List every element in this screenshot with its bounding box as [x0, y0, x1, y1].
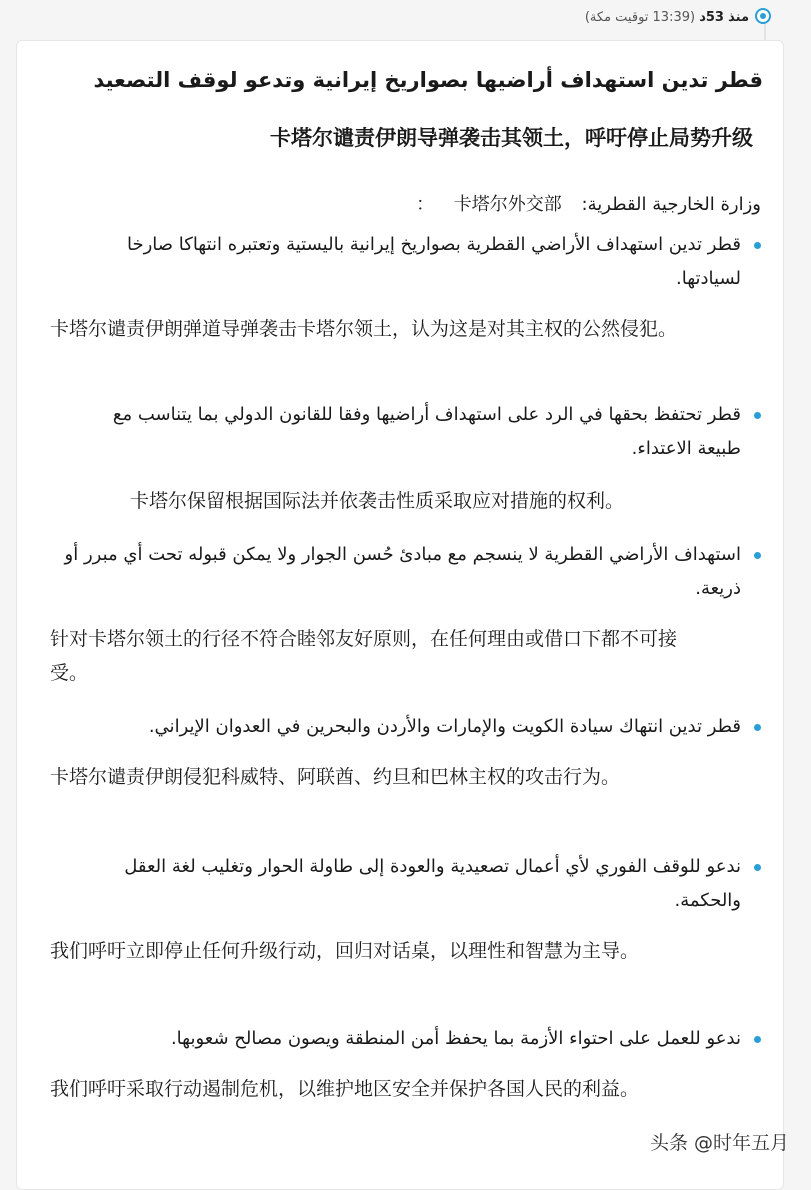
- bullet-icon: [754, 242, 761, 249]
- list-item-arabic: [61, 1022, 741, 1056]
- list-item-chinese: 我们呼吁采取行动遏制危机，以维护地区安全并保护各国人民的利益。: [50, 1078, 640, 1100]
- list-item-arabic: [51, 538, 741, 606]
- timestamp-time: (13:39 توقيت مكة): [584, 10, 696, 25]
- timestamp-ago: 53د: [699, 10, 724, 25]
- timestamp: [585, 10, 749, 25]
- timeline-marker-icon: [755, 8, 771, 24]
- list-item-arabic: [81, 228, 741, 296]
- bullet-icon: [754, 1036, 761, 1043]
- bullet-icon: [754, 864, 761, 871]
- list-item-chinese: 针对卡塔尔领土的行径不符合睦邻友好原则，在任何理由或借口下都不可接受。: [50, 628, 678, 684]
- bullet-icon: [754, 412, 761, 419]
- list-item-arabic-text: استهداف الأراضي القطرية لا ينسجم مع مبادئ حُسن الجوار ولا يمكن قبوله تحت أي مبرر أو ذريعة.: [64, 544, 741, 599]
- source-colon: ：: [416, 194, 435, 215]
- headline-chinese: 卡塔尔谴责伊朗导弹袭击其领土，呼吁停止局势升级: [270, 126, 753, 150]
- list-item-arabic-text: قطر تحتفظ بحقها في الرد على استهداف أراضيها وفقا للقانون الدولي بما يتناسب مع طبيعة الاعتداء.: [112, 404, 741, 459]
- timestamp-prefix: منذ: [728, 10, 749, 25]
- headline-arabic: قطر تدين استهداف أراضيها بصواريخ إيرانية وتدعو لوقف التصعيد: [93, 68, 763, 92]
- list-item-chinese: 我们呼吁立即停止任何升级行动，回归对话桌，以理性和智慧为主导。: [50, 940, 640, 962]
- watermark: 头条 @时年五月: [649, 1132, 789, 1154]
- list-item-arabic: [81, 850, 741, 918]
- list-item-chinese: 卡塔尔保留根据国际法并依袭击性质采取应对措施的权利。: [130, 490, 625, 512]
- list-item-arabic-text: ندعو للوقف الفوري لأي أعمال تصعيدية والعودة إلى طاولة الحوار وتغليب لغة العقل والحكمة.: [124, 856, 741, 911]
- list-item-arabic: [61, 710, 741, 744]
- source-line: [402, 190, 761, 216]
- bullet-icon: [754, 724, 761, 731]
- list-item-arabic-text: قطر تدين استهداف الأراضي القطرية بصواريخ إيرانية باليستية وتعتبره انتهاكا صارخا لسيادتها.: [126, 234, 741, 289]
- list-item-chinese: 卡塔尔谴责伊朗侵犯科威特、阿联酋、约旦和巴林主权的攻击行为。: [50, 766, 621, 788]
- source-arabic: وزارة الخارجية القطرية:: [581, 194, 761, 215]
- list-item-arabic: [81, 398, 741, 466]
- list-item-arabic-text: قطر تدين انتهاك سيادة الكويت والإمارات والأردن والبحرين في العدوان الإيراني.: [148, 716, 741, 737]
- source-chinese: 卡塔尔外交部: [453, 194, 562, 215]
- list-item-chinese: 卡塔尔谴责伊朗弹道导弹袭击卡塔尔领土，认为这是对其主权的公然侵犯。: [50, 318, 678, 340]
- list-item-arabic-text: ندعو للعمل على احتواء الأزمة بما يحفظ أمن المنطقة ويصون مصالح شعوبها.: [170, 1028, 741, 1049]
- bullet-icon: [754, 552, 761, 559]
